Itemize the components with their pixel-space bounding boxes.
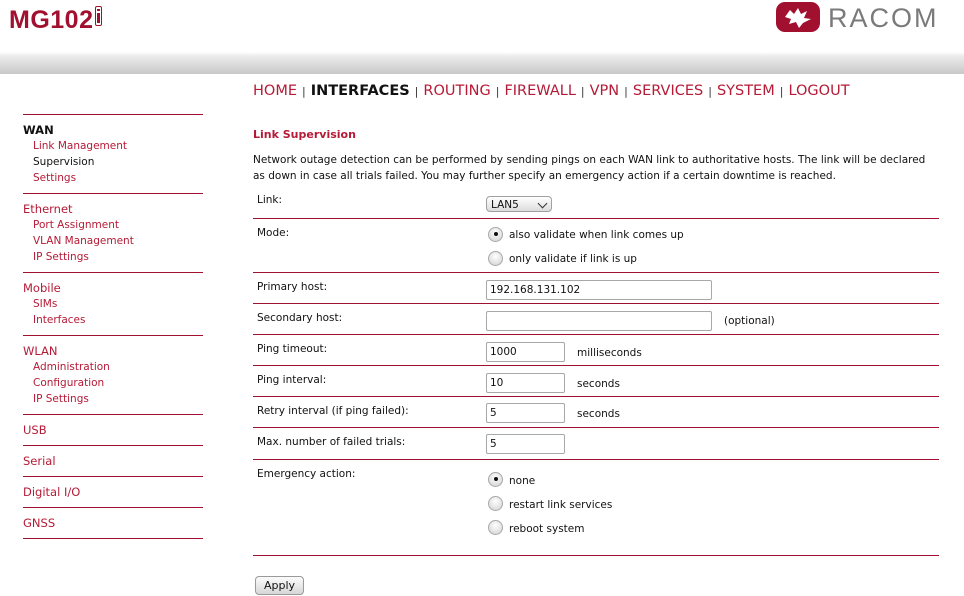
mode-label: Mode: <box>257 227 290 239</box>
brand-name: RACOM <box>828 3 939 33</box>
emergency-option-restart-label: restart link services <box>509 499 613 511</box>
sidebar-group-wan <box>23 115 203 194</box>
nav-firewall[interactable]: FIREWALL <box>504 83 576 99</box>
sidebar-item-link-management[interactable]: Link Management <box>33 140 128 152</box>
page-title: Link Supervision <box>253 128 356 141</box>
nav-separator: | <box>708 85 712 98</box>
form-row-mode <box>253 219 939 273</box>
max-failed-trials-label: Max. number of failed trials: <box>257 436 406 448</box>
nav-separator: | <box>495 85 500 98</box>
mode-option-only-validate-label: only validate if link is up <box>509 253 637 265</box>
link-select[interactable] <box>486 196 552 212</box>
nav-separator: | <box>414 85 419 98</box>
retry-interval-unit: seconds <box>577 408 620 420</box>
sidebar-item-supervision[interactable]: Supervision <box>33 156 95 168</box>
product-name: MG102 <box>9 6 94 34</box>
mode-option-also-validate-label: also validate when link comes up <box>509 229 684 241</box>
sidebar-item-sims[interactable]: SIMs <box>33 298 58 310</box>
nav-vpn[interactable]: VPN <box>589 83 620 99</box>
sidebar-item-mobile-interfaces[interactable]: Interfaces <box>33 314 86 326</box>
primary-host-label: Primary host: <box>257 281 328 293</box>
form-row-max-failed-trials <box>253 428 939 460</box>
emergency-action-label: Emergency action: <box>257 468 356 480</box>
info-icon[interactable] <box>95 6 102 26</box>
sidebar-item-digital-io[interactable]: Digital I/O <box>23 485 81 499</box>
page-description: Network outage detection can be performed by sending pings on each WAN link to authoritative hosts. The link will be declared as down in case all trials failed. You may further specify an emergency action if a certain downtime is reached. <box>253 154 926 182</box>
sidebar-item-wlan-ip-settings[interactable]: IP Settings <box>33 393 89 405</box>
sidebar-item-wlan[interactable]: WLAN <box>23 344 58 358</box>
ping-timeout-label: Ping timeout: <box>257 343 328 355</box>
header-bar <box>0 0 964 74</box>
nav-separator: | <box>580 85 585 98</box>
retry-interval-input[interactable] <box>486 403 565 423</box>
nav-separator: | <box>624 85 628 98</box>
link-label: Link: <box>257 194 283 206</box>
sidebar-item-gnss[interactable]: GNSS <box>23 516 56 530</box>
secondary-host-optional-note: (optional) <box>724 315 775 327</box>
form-row-emergency-action <box>253 460 939 556</box>
sidebar-item-ethernet-ip-settings[interactable]: IP Settings <box>33 251 89 263</box>
sidebar-group-digital-io <box>23 477 203 508</box>
form-row-primary-host <box>253 273 939 304</box>
sidebar-item-wlan-administration[interactable]: Administration <box>33 361 110 373</box>
ping-interval-input[interactable] <box>486 373 565 393</box>
secondary-host-input[interactable] <box>486 311 712 331</box>
sidebar-group-mobile <box>23 273 203 336</box>
sidebar-item-mobile[interactable]: Mobile <box>23 281 61 295</box>
nav-logout[interactable]: LOGOUT <box>788 83 850 99</box>
sidebar <box>23 114 203 539</box>
racom-logo-mark-icon <box>776 2 820 32</box>
sidebar-item-wan-settings[interactable]: Settings <box>33 172 77 184</box>
sidebar-item-serial[interactable]: Serial <box>23 454 56 468</box>
ping-interval-label: Ping interval: <box>257 374 327 386</box>
sidebar-item-wan[interactable]: WAN <box>23 123 54 137</box>
primary-host-input[interactable] <box>486 280 712 300</box>
form-row-link <box>253 190 939 219</box>
nav-separator: | <box>779 85 784 98</box>
form-row-ping-interval <box>253 366 939 397</box>
form-row-retry-interval <box>253 397 939 428</box>
ping-interval-unit: seconds <box>577 378 620 390</box>
max-failed-trials-input[interactable] <box>486 434 565 454</box>
sidebar-group-ethernet <box>23 194 203 273</box>
top-navigation <box>253 83 850 99</box>
retry-interval-label: Retry interval (if ping failed): <box>257 405 409 417</box>
nav-system[interactable]: SYSTEM <box>716 83 775 99</box>
form-row-secondary-host <box>253 304 939 335</box>
nav-interfaces[interactable]: INTERFACES <box>310 83 410 99</box>
sidebar-item-port-assignment[interactable]: Port Assignment <box>33 219 119 231</box>
chevron-down-icon <box>538 199 548 209</box>
apply-button[interactable]: Apply <box>255 576 304 595</box>
secondary-host-label: Secondary host: <box>257 312 343 324</box>
emergency-option-none-label: none <box>509 475 536 487</box>
sidebar-item-wlan-configuration[interactable]: Configuration <box>33 377 105 389</box>
sidebar-group-usb <box>23 415 203 446</box>
emergency-option-reboot-label: reboot system <box>509 523 585 535</box>
sidebar-item-vlan-management[interactable]: VLAN Management <box>33 235 134 247</box>
sidebar-group-wlan <box>23 336 203 415</box>
nav-separator: | <box>302 85 306 98</box>
sidebar-item-ethernet[interactable]: Ethernet <box>23 202 73 216</box>
emergency-radio-reboot-system[interactable] <box>488 520 503 535</box>
sidebar-group-gnss <box>23 508 203 539</box>
sidebar-item-usb[interactable]: USB <box>23 423 47 437</box>
emergency-radio-restart-link-services[interactable] <box>488 496 503 511</box>
ping-timeout-unit: milliseconds <box>577 347 642 359</box>
nav-routing[interactable]: ROUTING <box>423 83 491 99</box>
nav-services[interactable]: SERVICES <box>632 83 704 99</box>
nav-home[interactable]: HOME <box>253 83 297 99</box>
link-select-value: LAN5 <box>491 199 519 211</box>
sidebar-group-serial <box>23 446 203 477</box>
form-row-ping-timeout <box>253 335 939 366</box>
mode-radio-only-validate[interactable] <box>488 251 503 266</box>
emergency-radio-none[interactable] <box>488 472 503 487</box>
product-title <box>9 6 102 35</box>
mode-radio-also-validate[interactable] <box>488 227 503 242</box>
ping-timeout-input[interactable] <box>486 342 565 362</box>
